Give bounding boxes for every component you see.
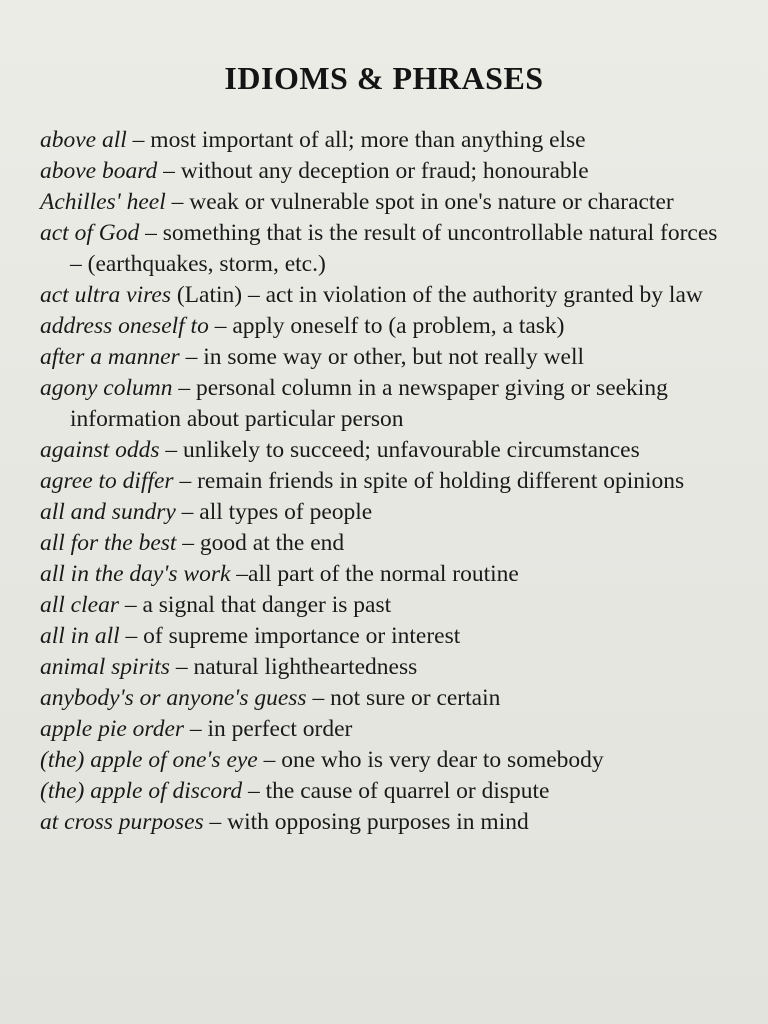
idiom-definition: – not sure or certain — [306, 685, 501, 711]
idiom-entry — [40, 776, 730, 807]
idiom-term: Achilles' heel — [40, 189, 166, 215]
idiom-term: (the) apple of one's eye — [40, 747, 258, 773]
idiom-term: agree to differ — [40, 468, 174, 494]
idiom-definition: – without any deception or fraud; honourable — [157, 158, 589, 184]
idiom-term: after a manner — [40, 344, 180, 370]
page-title: IDIOMS & PHRASES — [224, 60, 544, 96]
idiom-term: at cross purposes — [40, 809, 204, 835]
idiom-term: act ultra vires — [40, 282, 171, 308]
idiom-entry — [40, 745, 730, 776]
idiom-term: (the) apple of discord — [40, 778, 243, 804]
idiom-term: anybody's or anyone's guess — [40, 685, 307, 711]
idiom-entry — [40, 187, 730, 218]
idiom-entry — [40, 280, 730, 311]
idiom-entry — [40, 497, 730, 528]
idiom-term: all for the best — [40, 530, 177, 556]
idiom-entry — [40, 125, 730, 156]
idiom-definition: – unlikely to succeed; unfavourable circumstances — [159, 437, 640, 463]
idiom-language-note: (Latin) — [170, 282, 243, 308]
idiom-entry — [40, 218, 730, 280]
idiom-definition: – personal column in a newspaper giving or seeking information about particular person — [70, 375, 668, 432]
idiom-entry — [40, 156, 730, 187]
idiom-term: all in all — [40, 623, 120, 649]
idiom-term: act of God — [40, 220, 140, 246]
idiom-definition: – weak or vulnerable spot in one's nature or character — [165, 189, 674, 215]
idiom-definition: – most important of all; more than anything else — [126, 127, 586, 153]
idiom-definition: – a signal that danger is past — [118, 592, 392, 618]
idiom-term: all and sundry — [40, 499, 176, 525]
idiom-term: apple pie order — [40, 716, 185, 742]
idiom-entry — [40, 590, 730, 621]
idiom-term: agony column — [40, 375, 173, 401]
idiom-term: above all — [40, 127, 127, 153]
idiom-entry — [40, 652, 730, 683]
idiom-term: against odds — [40, 437, 160, 463]
idiom-entry — [40, 714, 730, 745]
idiom-list — [40, 125, 730, 838]
idiom-entry — [40, 683, 730, 714]
idiom-definition: – in some way or other, but not really well — [179, 344, 585, 370]
idiom-term: above board — [40, 158, 158, 184]
idiom-definition: – all types of people — [175, 499, 373, 525]
idiom-entry — [40, 621, 730, 652]
idiom-definition: – with opposing purposes in mind — [203, 809, 529, 835]
idiom-definition: – in perfect order — [184, 716, 353, 742]
idiom-entry — [40, 528, 730, 559]
idiom-entry — [40, 435, 730, 466]
idiom-definition: – the cause of quarrel or dispute — [242, 778, 550, 804]
idiom-definition: – apply oneself to (a problem, a task) — [208, 313, 565, 339]
idiom-definition: – act in violation of the authority granted by law — [242, 282, 703, 308]
idiom-definition: – of supreme importance or interest — [119, 623, 461, 649]
idiom-term: all clear — [40, 592, 119, 618]
idiom-term: all in the day's work — [40, 561, 231, 587]
idiom-definition: –all part of the normal routine — [230, 561, 519, 587]
idiom-entry — [40, 342, 730, 373]
idiom-entry — [40, 373, 730, 435]
idiom-definition: – remain friends in spite of holding different opinions — [173, 468, 685, 494]
idiom-entry — [40, 466, 730, 497]
idiom-definition: – natural lightheartedness — [169, 654, 418, 680]
idiom-entry — [40, 807, 730, 838]
idiom-entry — [40, 311, 730, 342]
idiom-definition: – good at the end — [176, 530, 345, 556]
idiom-term: address oneself to — [40, 313, 209, 339]
idiom-definition: – one who is very dear to somebody — [257, 747, 604, 773]
idiom-definition: – something that is the result of uncontrollable natural forces – (earthquakes, storm, etc.) — [70, 220, 718, 277]
idiom-term: animal spirits — [40, 654, 170, 680]
idiom-entry — [40, 559, 730, 590]
